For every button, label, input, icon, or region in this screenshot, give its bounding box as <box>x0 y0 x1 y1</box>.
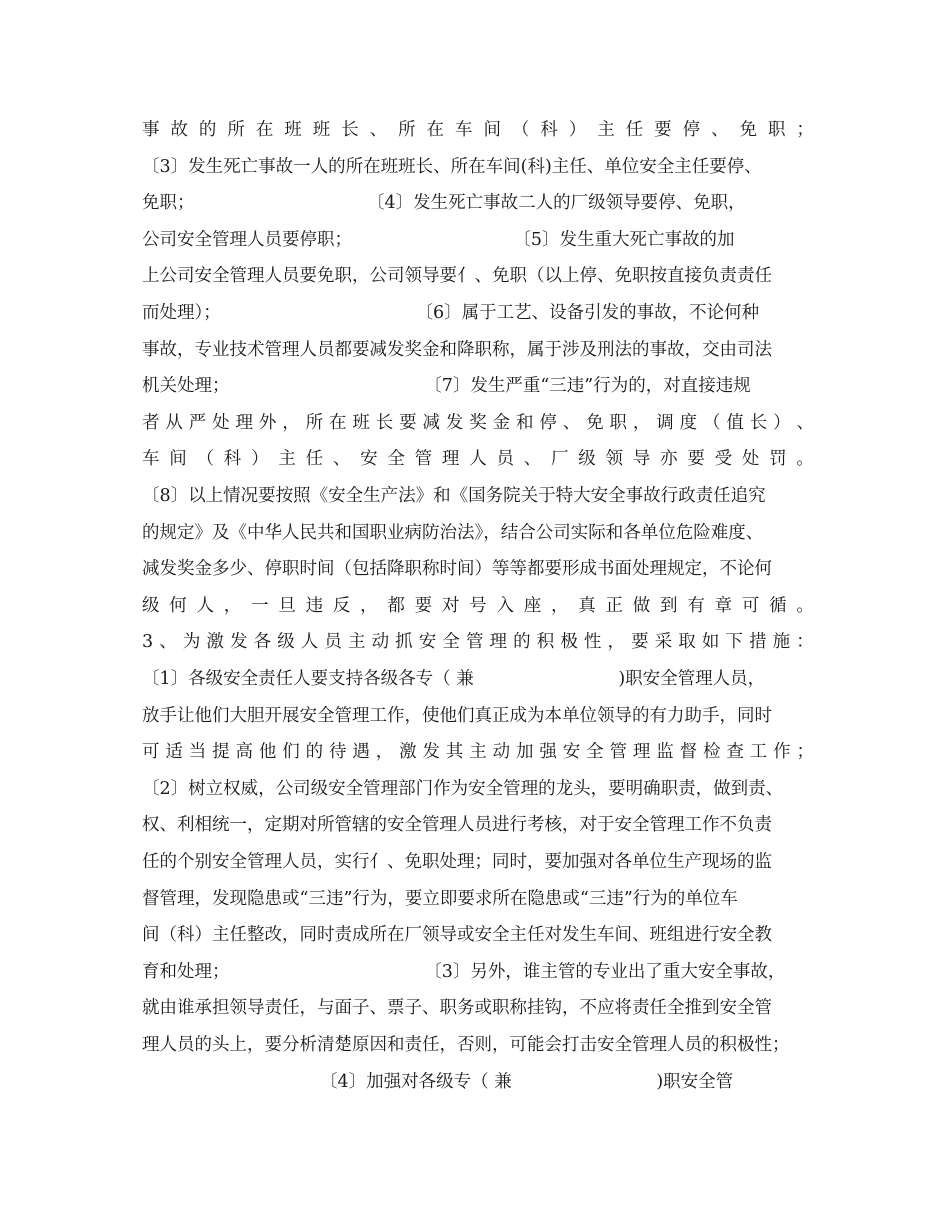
text-glyph: ， <box>607 632 626 653</box>
text-glyph: ） <box>251 449 269 470</box>
text-glyph: ， <box>360 595 378 616</box>
text-glyph: 何 <box>169 595 187 616</box>
text-glyph: 安 <box>418 632 437 653</box>
text-glyph: 的 <box>513 632 531 653</box>
text-glyph: 管 <box>414 449 433 470</box>
text-line: 育和处理； 〔3〕另外，谁主管的专业出了重大安全事故， <box>142 961 786 982</box>
text-glyph: 要 <box>399 412 417 433</box>
text-glyph: 所 <box>305 412 324 433</box>
text-glyph: ， <box>375 742 394 763</box>
text-glyph: 全 <box>442 632 460 653</box>
text-glyph: 真 <box>578 595 596 616</box>
text-glyph: 人 <box>300 632 319 653</box>
text-glyph: 人 <box>469 449 487 470</box>
text-glyph: 他 <box>258 742 277 763</box>
text-glyph: 遇 <box>352 742 370 763</box>
text-glyph: 们 <box>282 742 300 763</box>
text-glyph: 3 <box>142 632 154 653</box>
text-glyph: 科 <box>540 120 558 140</box>
text-glyph: 违 <box>305 595 324 616</box>
text-glyph: 在 <box>255 120 274 140</box>
text-glyph: 。 <box>796 449 814 470</box>
text-glyph: 做 <box>632 595 651 616</box>
text-glyph: 、 <box>332 449 351 470</box>
text-glyph: （ <box>511 120 530 140</box>
text-glyph: 所 <box>398 120 416 140</box>
text-glyph: 循 <box>769 595 787 616</box>
text-glyph: 全 <box>387 449 405 470</box>
text-glyph: 级 <box>142 595 160 616</box>
text-glyph: 科 <box>223 449 242 470</box>
text-glyph: 当 <box>188 742 207 763</box>
text-glyph: 一 <box>251 595 269 616</box>
text-glyph: ： <box>796 632 814 653</box>
text-line: 放手让他们大胆开展安全管理工作，使他们真正成为本单位领导的有力助手，同时 <box>142 705 772 726</box>
text-glyph: ； <box>796 120 814 140</box>
text-glyph: 主 <box>278 449 296 470</box>
text-glyph: 外 <box>258 412 277 433</box>
text-glyph: 抓 <box>395 632 413 653</box>
text-line: 〔8〕以上情况要按照《安全生产法》和《国务院关于特大安全事故行政责任追究 <box>142 486 766 506</box>
text-glyph: 、 <box>159 632 177 653</box>
text-glyph: 金 <box>492 412 511 433</box>
text-glyph: 车 <box>142 449 160 470</box>
text-glyph: 全 <box>586 742 604 763</box>
text-glyph: 班 <box>352 412 370 433</box>
text-glyph: 各 <box>253 632 272 653</box>
text-glyph: 间 <box>169 449 187 470</box>
text-glyph: 座 <box>523 595 542 616</box>
text-glyph: 激 <box>206 632 224 653</box>
text-glyph: 强 <box>539 742 557 763</box>
text-glyph: 。 <box>796 595 814 616</box>
text-line: 〔1〕各级安全责任人要支持各级各专（ 兼 )职安全管理人员， <box>142 669 766 689</box>
text-line <box>142 408 814 438</box>
text-glyph: 理 <box>489 632 508 653</box>
text-glyph: 到 <box>660 595 678 616</box>
text-glyph: 领 <box>605 449 624 470</box>
text-glyph: 督 <box>679 742 698 763</box>
text-glyph: 长 <box>341 120 359 140</box>
text-glyph: 长 <box>375 412 394 433</box>
text-glyph: 停 <box>539 412 557 433</box>
text-glyph: 在 <box>426 120 445 140</box>
text-glyph: 在 <box>329 412 347 433</box>
text-line: 〔4〕加强对各级专（ 兼 )职安全管 <box>142 1071 734 1092</box>
text-glyph: 值 <box>726 412 744 433</box>
text-glyph: 管 <box>465 632 484 653</box>
text-glyph: 、 <box>796 412 814 433</box>
text-glyph: 厂 <box>550 449 569 470</box>
text-glyph: 任 <box>625 120 644 140</box>
text-glyph: 、 <box>562 412 581 433</box>
text-glyph: 入 <box>496 595 514 616</box>
text-glyph: 发 <box>445 412 464 433</box>
text-line: 事故，专业技术管理人员都要减发奖金和降职称，属于涉及刑法的事故，交由司法 <box>142 339 772 360</box>
text-line: 免职； 〔4〕发生死亡事故二人的厂级领导要停、免职， <box>142 193 746 214</box>
text-glyph: ， <box>282 412 300 433</box>
text-line: 理人员的头上，要分析清楚原因和责任，否则，可能会打击安全管理人员的积极性； <box>142 1035 790 1055</box>
text-glyph: 都 <box>387 595 405 616</box>
text-glyph: 班 <box>284 120 302 140</box>
text-glyph: 和 <box>516 412 534 433</box>
text-glyph: 主 <box>469 742 487 763</box>
text-glyph: 发 <box>422 742 440 763</box>
text-line: 间（科）主任整改，同时责成所在厂领导或安全主任对发生车间、班组进行安全教 <box>142 925 772 946</box>
text-glyph: ； <box>796 742 814 763</box>
text-glyph: 章 <box>714 595 733 616</box>
text-glyph: 施 <box>772 632 791 653</box>
text-glyph: 主 <box>347 632 366 653</box>
text-glyph: 罚 <box>769 449 787 470</box>
text-line: 就由谁承担领导责任，与面子、票子、职务或职称挂钩，不应将责任全推到安全管 <box>142 998 772 1019</box>
text-glyph: ， <box>223 595 242 616</box>
text-glyph: 反 <box>332 595 351 616</box>
text-glyph: 车 <box>454 120 473 140</box>
text-glyph: ） <box>568 120 587 140</box>
text-glyph: 管 <box>609 742 627 763</box>
text-glyph: 查 <box>726 742 744 763</box>
text-glyph: 故 <box>170 120 188 140</box>
text-glyph: 员 <box>324 632 342 653</box>
text-glyph: 正 <box>605 595 624 616</box>
text-glyph: 的 <box>305 742 324 763</box>
text-glyph: 减 <box>422 412 440 433</box>
text-glyph: 性 <box>583 632 602 653</box>
text-glyph: 要 <box>631 632 649 653</box>
text-glyph: 所 <box>227 120 245 140</box>
text-glyph: 安 <box>360 449 378 470</box>
text-glyph: 职 <box>609 412 627 433</box>
text-glyph: 度 <box>679 412 698 433</box>
text-glyph: 要 <box>654 120 672 140</box>
text-glyph: 发 <box>230 632 248 653</box>
text-glyph: 导 <box>632 449 651 470</box>
text-glyph: 措 <box>749 632 767 653</box>
text-line: 〔2〕树立权威，公司级安全管理部门作为安全管理的龙头，要明确职责，做到责、 <box>142 778 784 799</box>
text-glyph: 级 <box>578 449 596 470</box>
text-glyph: （ <box>196 449 215 470</box>
text-glyph: 要 <box>687 449 705 470</box>
text-glyph: 如 <box>701 632 720 653</box>
text-glyph: 极 <box>560 632 578 653</box>
text-line: 权、利相统一，定期对所管辖的安全管理人员进行考核，对于安全管理工作不负责 <box>142 815 772 836</box>
text-glyph: 适 <box>165 742 183 763</box>
text-glyph: 主 <box>597 120 615 140</box>
text-glyph: 安 <box>562 742 581 763</box>
text-glyph: 其 <box>445 742 464 763</box>
text-glyph: 可 <box>741 595 760 616</box>
text-glyph: 动 <box>492 742 511 763</box>
text-glyph: ， <box>632 412 651 433</box>
text-glyph: 工 <box>749 742 768 763</box>
text-glyph: 、 <box>523 449 542 470</box>
text-glyph: 有 <box>687 595 705 616</box>
text-glyph: 下 <box>725 632 743 653</box>
text-glyph: 奖 <box>469 412 487 433</box>
text-glyph: 、 <box>369 120 388 140</box>
text-line: 减发奖金多少、停职时间（包括降职称时间）等等都要形成书面处理规定，不论何 <box>142 559 772 580</box>
text-glyph: 作 <box>773 742 791 763</box>
text-glyph: 处 <box>741 449 760 470</box>
text-glyph: 免 <box>739 120 758 140</box>
text-line: 上公司安全管理人员要免职，公司领导要亻、免职（以上停、免职按直接负责责任 <box>142 266 772 287</box>
text-glyph: 取 <box>678 632 696 653</box>
text-glyph: 高 <box>235 742 253 763</box>
text-glyph: 可 <box>142 742 160 763</box>
text-glyph: 检 <box>703 742 721 763</box>
text-glyph: 加 <box>516 742 534 763</box>
text-glyph: 监 <box>656 742 674 763</box>
text-glyph: 对 <box>441 595 460 616</box>
text-glyph: 间 <box>483 120 501 140</box>
text-glyph: 提 <box>212 742 230 763</box>
text-glyph: 从 <box>165 412 183 433</box>
text-glyph: 人 <box>196 595 215 616</box>
text-glyph: 受 <box>714 449 733 470</box>
text-glyph: 激 <box>399 742 417 763</box>
text-glyph: 者 <box>142 412 160 433</box>
text-glyph: 的 <box>198 120 217 140</box>
text-line <box>142 627 814 657</box>
text-glyph: 要 <box>414 595 433 616</box>
text-glyph: 待 <box>329 742 347 763</box>
text-glyph: 、 <box>711 120 729 140</box>
text-glyph: 停 <box>682 120 701 140</box>
text-glyph: 积 <box>536 632 555 653</box>
text-line <box>142 591 814 621</box>
text-glyph: 员 <box>496 449 514 470</box>
text-line: 机关处理； 〔7〕发生严重“三违”行为的，对直接违规 <box>142 376 751 397</box>
text-line <box>142 444 814 474</box>
text-glyph: 处 <box>212 412 230 433</box>
text-glyph: 旦 <box>278 595 296 616</box>
text-line: 督管理，发现隐患或“三违”行为，要立即要求所在隐患或“三违”行为的单位车 <box>142 888 738 909</box>
text-line: 的规定》及《中华人民共和国职业病防治法》，结合公司实际和各单位危险难度、 <box>142 522 764 543</box>
text-line: 〔3〕发生死亡事故一人的所在班班长、所在车间(科)主任、单位安全主任要停、 <box>142 156 762 177</box>
text-glyph: 免 <box>586 412 604 433</box>
text-glyph: 号 <box>469 595 487 616</box>
text-glyph: 任 <box>305 449 324 470</box>
text-glyph: 长 <box>749 412 768 433</box>
text-glyph: 严 <box>188 412 207 433</box>
text-glyph: 班 <box>312 120 331 140</box>
text-glyph: （ <box>703 412 721 433</box>
text-glyph: 事 <box>142 120 160 140</box>
text-glyph: 为 <box>182 632 201 653</box>
text-glyph: 采 <box>654 632 673 653</box>
text-glyph: ） <box>773 412 791 433</box>
text-line <box>142 737 814 767</box>
text-glyph: ， <box>550 595 569 616</box>
text-glyph: 亦 <box>660 449 678 470</box>
text-glyph: 职 <box>767 120 786 140</box>
text-line: 公司安全管理人员要停职； 〔5〕发生重大死亡事故的加 <box>142 229 735 250</box>
text-glyph: 理 <box>441 449 460 470</box>
text-line: 而处理）； 〔6〕属于工艺、设备引发的事故，不论何种 <box>142 303 760 323</box>
text-glyph: 理 <box>235 412 253 433</box>
text-line <box>142 115 814 145</box>
text-glyph: 调 <box>656 412 674 433</box>
text-glyph: 动 <box>371 632 390 653</box>
text-glyph: 级 <box>277 632 295 653</box>
text-glyph: 理 <box>632 742 651 763</box>
text-line: 任的个别安全管理人员，实行亻、免职处理；同时，要加强对各单位生产现场的监 <box>142 852 772 872</box>
